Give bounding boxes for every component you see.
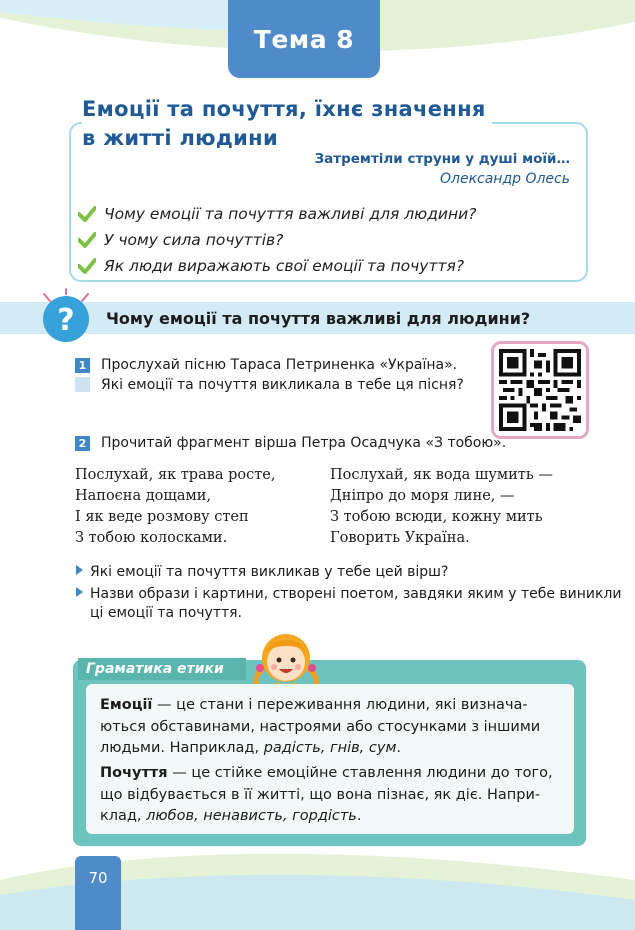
page-number: 70 [88, 869, 108, 887]
definition-text: . [396, 740, 402, 756]
bullet-text: Які емоції та почуття викликав у тебе цей вірш? [90, 564, 449, 580]
poem-line: Напоєна дощами, [75, 488, 212, 504]
bullet-triangle-icon [76, 587, 83, 597]
poem-column-left [75, 465, 275, 549]
title-line-2: в житті людини [82, 126, 278, 150]
term-feelings: Почуття [100, 765, 168, 781]
definition-text: . [356, 808, 362, 824]
term-emotions: Емоції [100, 697, 153, 713]
checkmark-icon [78, 258, 96, 274]
definition-examples: радість, гнів, сум [263, 740, 397, 756]
poem-line: Говорить Україна. [330, 530, 470, 546]
poem-line: Дніпро до моря лине, — [330, 488, 515, 504]
poem-line: Послухай, як вода шумить — [330, 467, 553, 483]
bullet-question [76, 563, 448, 582]
theme-tab: Тема 8 [228, 0, 380, 78]
task-number-marker [75, 377, 90, 392]
poem-line: Послухай, як трава росте, [75, 467, 276, 483]
key-question [78, 257, 464, 275]
task-1-line-1: Прослухай пісню Тараса Петриненка «Україна». [101, 357, 458, 373]
epigraph-author: Олександр Олесь [439, 171, 570, 187]
key-question-text: Чому емоції та почуття важливі для людини? [104, 205, 477, 223]
definition-line [100, 806, 562, 828]
definition-line: ються обставинами, настроями або стосунками з іншими [100, 718, 541, 735]
page-number-tab [75, 856, 121, 930]
definition-emotions [100, 695, 562, 760]
task-number-badge: 1 [75, 358, 90, 373]
definition-line: що відбувається в її житті, що вона пізнає, як діє. Напри- [100, 786, 541, 803]
definition-text: — це стани і переживання людини, які визнача- [152, 697, 528, 713]
definition-text: клад, [100, 808, 147, 824]
definition-line [100, 695, 562, 717]
poem-column-right [330, 465, 553, 549]
definition-examples: любов, ненависть, гордість [146, 808, 357, 824]
definition-text: людьми. Наприклад, [100, 740, 264, 756]
definition-line [100, 738, 562, 760]
bullet-question [76, 585, 622, 604]
checkmark-icon [78, 206, 96, 222]
poem-line: І як веде розмову степ [75, 509, 249, 525]
qr-code-icon [499, 349, 581, 431]
grammar-box-tag: Граматика етики [78, 658, 246, 680]
page-title [82, 95, 492, 153]
qr-code-frame[interactable] [491, 341, 589, 439]
bullet-text: Назви образи і картини, створені поетом, завдяки яким у тебе виникли [90, 586, 622, 602]
title-line-1: Емоції та почуття, їхнє значення [82, 97, 486, 121]
key-question-text: Як люди виражають свої емоції та почуття? [104, 257, 465, 275]
definition-text: — це стійке емоційне ставлення людини до того, [167, 765, 553, 781]
checkmark-icon [78, 232, 96, 248]
bullet-triangle-icon [76, 565, 83, 575]
section-title: Чому емоції та почуття важливі для людини? [106, 309, 531, 328]
definition-feelings [100, 763, 562, 828]
task-number-badge: 2 [75, 436, 90, 451]
poem-line: З тобою колосками. [75, 530, 228, 546]
task-1-line-2: Які емоції та почуття викликала в тебе ця пісня? [101, 377, 464, 393]
svg-text:?: ? [57, 303, 75, 338]
task-2-text: Прочитай фрагмент вірша Петра Осадчука «З тобою». [101, 435, 507, 451]
poem-line: З тобою всюди, кожну мить [330, 509, 543, 525]
epigraph-quote: Затремтіли струни у душі моїй… [314, 151, 570, 167]
question-burst-icon [36, 288, 96, 348]
key-question-text: У чому сила почуттів? [104, 231, 284, 249]
key-question [78, 205, 476, 223]
key-question [78, 231, 283, 249]
definition-line [100, 763, 562, 785]
bullet-text-continuation: ці емоції та почуття. [90, 605, 243, 621]
